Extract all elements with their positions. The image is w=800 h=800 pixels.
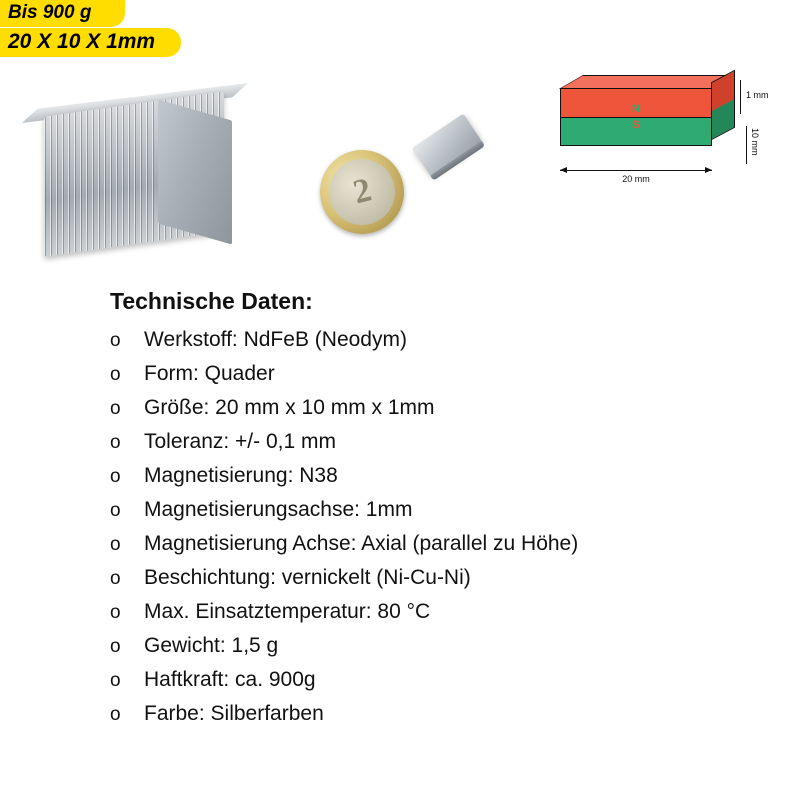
list-item-label: Werkstoff: NdFeB (Neodym) — [144, 328, 407, 351]
list-bullet: o — [110, 432, 121, 454]
promo-badge-line-2: 20 X 10 X 1mm — [0, 28, 181, 57]
single-magnet-photo — [412, 114, 482, 177]
list-item — [110, 357, 750, 391]
list-item-label: Form: Quader — [144, 362, 275, 386]
list-item-label: Haftkraft: ca. 900g — [144, 668, 316, 692]
list-item-label: Gewicht: 1,5 g — [144, 634, 279, 658]
list-item — [110, 663, 750, 697]
list-item-label: Größe: 20 mm x 10 mm x 1mm — [144, 396, 435, 420]
product-imagery — [0, 70, 800, 270]
list-bullet: o — [110, 670, 121, 692]
list-bullet: o — [110, 704, 121, 726]
list-item-label: Magnetisierung Achse: Axial (parallel zu Höhe) — [144, 532, 579, 556]
technical-data-section — [110, 288, 750, 731]
width-dimension-arrow — [560, 170, 712, 171]
list-item-label: Magnetisierungsachse: 1mm — [144, 498, 413, 522]
list-bullet: o — [110, 500, 121, 522]
two-euro-coin-photo — [311, 141, 413, 243]
depth-dimension-label: 10 mm — [750, 128, 760, 156]
list-item — [110, 697, 750, 731]
promo-badge-line-1: Bis 900 g — [0, 0, 125, 27]
list-item — [110, 595, 750, 629]
block-side-face — [711, 70, 735, 141]
list-item-label: Max. Einsatztemperatur: 80 °C — [144, 600, 431, 624]
block-top-face — [559, 75, 735, 89]
magnet-stack-front-face — [158, 99, 232, 244]
list-item-label: Beschichtung: vernickelt (Ni-Cu-Ni) — [144, 566, 471, 590]
list-bullet: o — [110, 602, 121, 624]
magnet-stack-photo — [36, 84, 256, 259]
width-dimension-label: 20 mm — [622, 174, 650, 184]
technical-data-list — [110, 323, 750, 731]
list-item-label: Magnetisierung: N38 — [144, 464, 338, 488]
north-pole-label: N — [632, 103, 640, 115]
list-item-label: Farbe: Silberfarben — [144, 702, 324, 726]
list-bullet: o — [110, 364, 121, 386]
list-item — [110, 459, 750, 493]
list-item — [110, 629, 750, 663]
promo-badge — [0, 0, 215, 57]
list-item — [110, 425, 750, 459]
list-bullet: o — [110, 466, 121, 488]
list-bullet: o — [110, 534, 121, 556]
scale-reference-group — [320, 80, 500, 260]
coin-denomination-label: 2 — [349, 171, 375, 212]
height-dimension-label: 1 mm — [746, 90, 769, 100]
list-bullet: o — [110, 636, 121, 658]
list-item — [110, 527, 750, 561]
depth-dimension-arrow — [746, 126, 747, 164]
list-item — [110, 391, 750, 425]
list-bullet: o — [110, 398, 121, 420]
list-item — [110, 493, 750, 527]
list-item-label: Toleranz: +/- 0,1 mm — [144, 430, 336, 454]
list-bullet: o — [110, 330, 121, 351]
dimension-diagram — [540, 78, 780, 268]
list-bullet: o — [110, 568, 121, 590]
magnet-block-3d — [560, 88, 712, 146]
height-dimension-arrow — [740, 80, 741, 114]
list-item — [110, 561, 750, 595]
list-item — [110, 323, 750, 357]
technical-data-title: Technische Daten: — [110, 288, 313, 314]
south-pole-label: S — [632, 119, 640, 131]
